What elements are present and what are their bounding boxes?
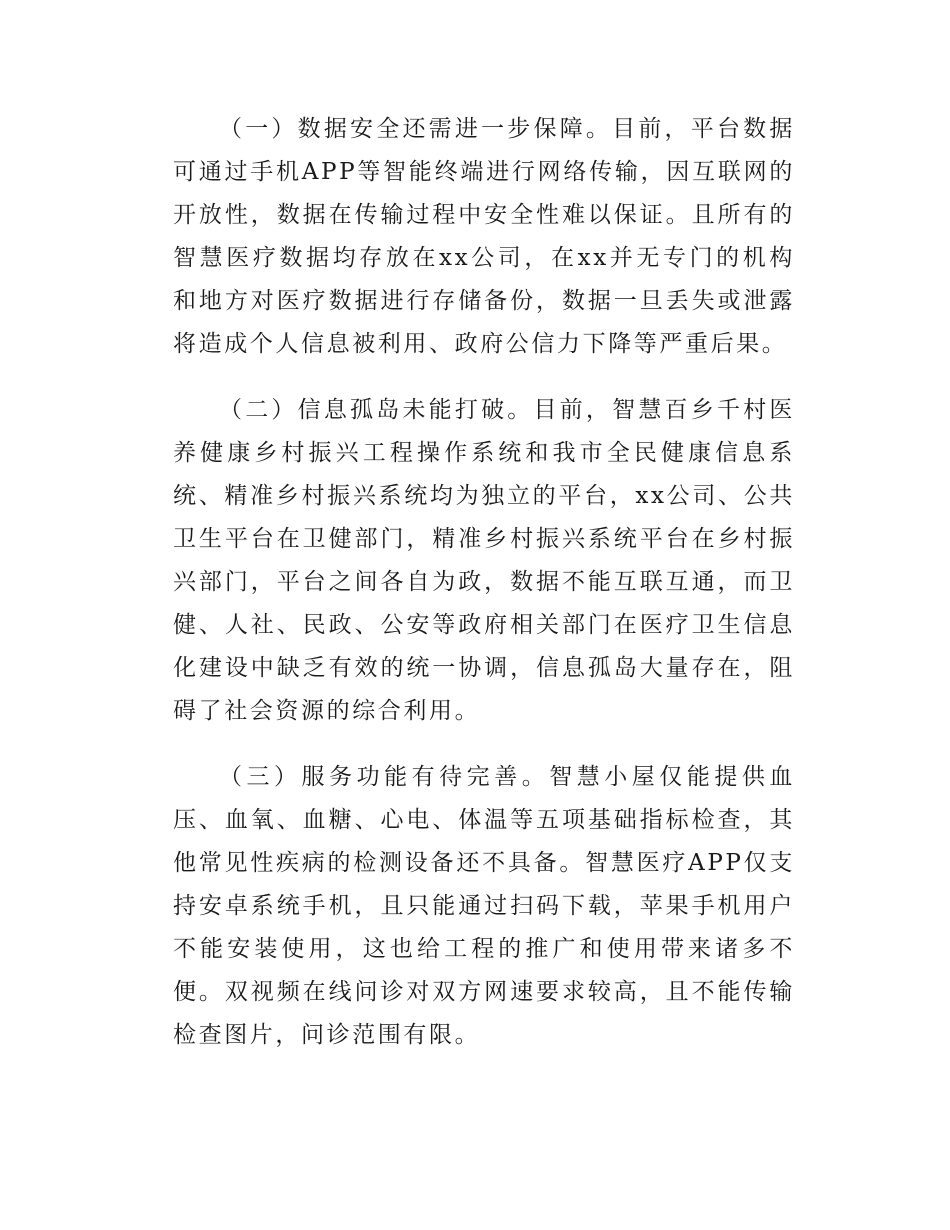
paragraph-information-silos: （二）信息孤岛未能打破。目前，智慧百乡千村医养健康乡村振兴工程操作系统和我市全民健康信息系统、精准乡村振兴系统均为独立的平台，xx公司、公共卫生平台在卫健部门，精准乡村振兴系统平台在乡村振兴部门，平台之间各自为政，数据不能互联互通，而卫健、人社、民政、公安等政府相关部门在医疗卫生信息化建设中缺乏有效的统一协调，信息孤岛大量存在，阻碍了社会资源的综合利用。 [173, 397, 795, 724]
document-body [173, 108, 795, 1080]
paragraph-data-security: （一）数据安全还需进一步保障。目前，平台数据可通过手机APP等智能终端进行网络传输，因互联网的开放性，数据在传输过程中安全性难以保证。且所有的智慧医疗数据均存放在xx公司，在xx并无专门的机构和地方对医疗数据进行存储备份，数据一旦丢失或泄露将造成个人信息被利用、政府公信力下降等严重后果。 [173, 116, 795, 357]
paragraph-service-functions: （三）服务功能有待完善。智慧小屋仅能提供血压、血氧、血糖、心电、体温等五项基础指标检查，其他常见性疾病的检测设备还不具备。智慧医疗APP仅支持安卓系统手机，且只能通过扫码下载，苹果手机用户不能安装使用，这也给工程的推广和使用带来诸多不便。双视频在线问诊对双方网速要求较高，且不能传输检查图片，问诊范围有限。 [173, 764, 795, 1048]
